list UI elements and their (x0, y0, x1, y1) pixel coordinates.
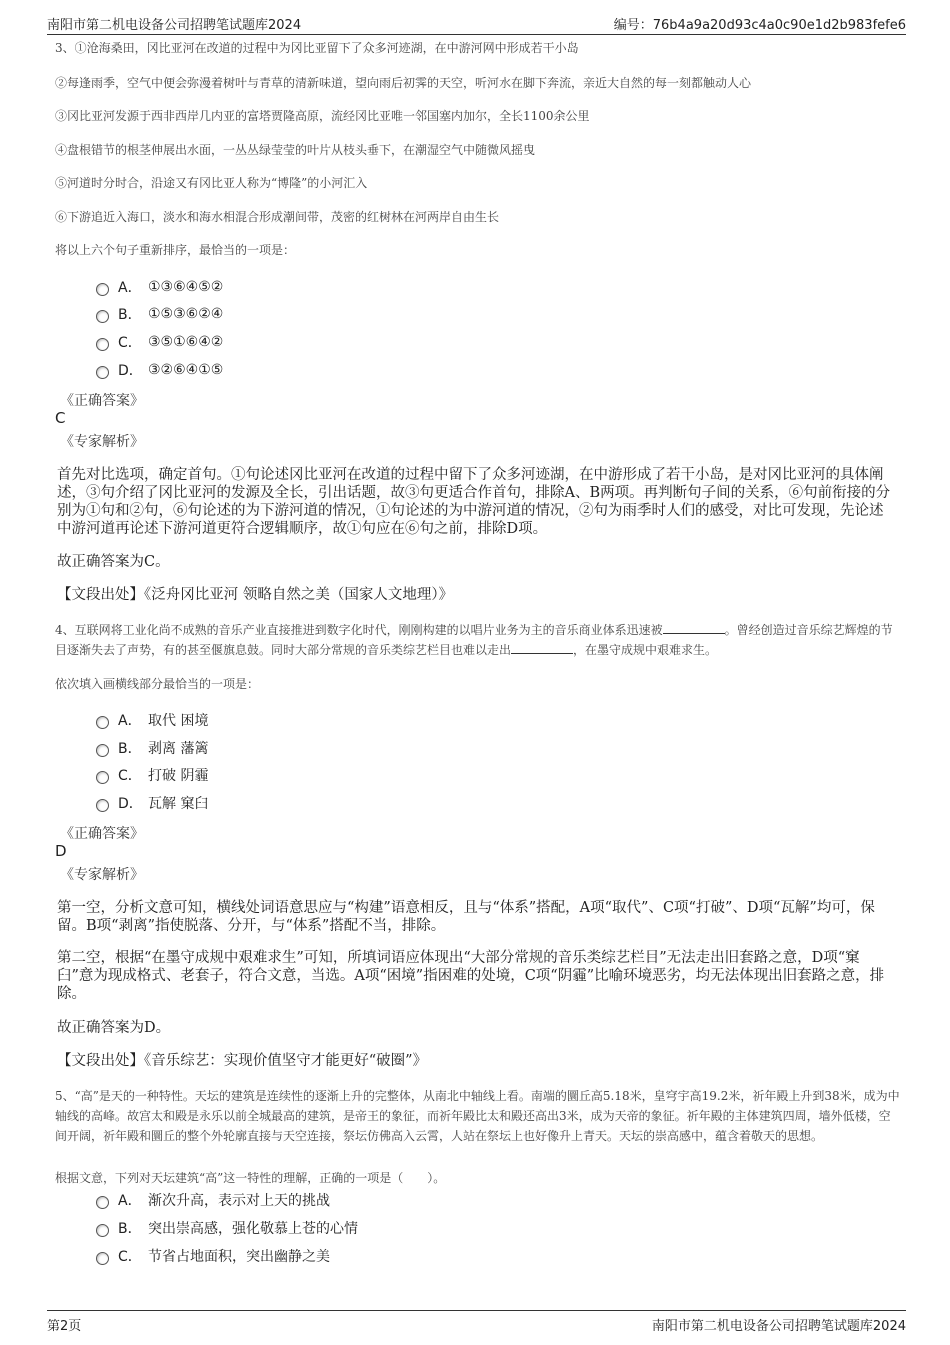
q3-sentence-1: 3、①沧海桑田，冈比亚河在改道的过程中为冈比亚留下了众多河迹湖，在中游河网中形成若干小岛 (55, 41, 579, 55)
q4-conclusion: 故正确答案为D。 (57, 1020, 171, 1036)
q3-answer: C (55, 409, 66, 427)
option-letter: C． (118, 768, 142, 784)
radio-icon[interactable] (96, 771, 109, 784)
q5-option-a[interactable] (96, 1190, 330, 1210)
radio-icon[interactable] (96, 283, 109, 296)
option-text: 突出崇高感，强化敬慕上苍的心情 (148, 1221, 358, 1237)
q3-sentence-2: ②每逢雨季，空气中便会弥漫着树叶与青草的清新味道，望向雨后初霁的天空，听河水在脚下奔流，亲近大自然的每一刻都触动人心 (55, 76, 752, 90)
radio-icon[interactable] (96, 716, 109, 729)
q3-analysis-paragraph: 首先对比选项，确定首句。①句论述冈比亚河在改道的过程中留下了众多河迹湖，在中游形成了若干小岛，是对冈比亚河的具体阐述，③句介绍了冈比亚河的发源及全长，引出话题，故③句更适合作首句，排除A、B两项。再判断句子间的关系，⑥句前衔接的分别为①句和②句，⑥句论述的为下游河道的情况，①句论述的为中游河道的情况，②句为雨季时人们的感受，对比可发现，先论述中游河道再论述下游河道更符合逻辑顺序，故①句应在⑥句之前，排除D项。 (57, 467, 891, 537)
radio-icon[interactable] (96, 1196, 109, 1209)
q3-sentence-5: ⑤河道时分时合，沿途又有冈比亚人称为“博隆”的小河汇入 (55, 176, 368, 190)
option-text: 打破 阴霾 (148, 768, 209, 784)
option-text: 渐次升高，表示对上天的挑战 (148, 1193, 330, 1209)
option-letter: A． (118, 1193, 142, 1209)
option-letter: D． (118, 796, 143, 812)
q4-stem-part-2: 。曾经创造过音乐综艺辉煌的节目逐渐失去了声势，有的甚至偃旗息鼓。同时大部分常规的音乐类综艺栏目也难以走出 (55, 623, 893, 657)
option-letter: B． (118, 1221, 142, 1237)
q3-option-d[interactable] (96, 360, 223, 380)
q4-analysis-paragraph-1: 第一空，分析文意可知，横线处词语意思应与“构建”语意相反，且与“体系”搭配，A项“取代”、C项“打破”、D项“瓦解”均可，保留。B项“剥离”指使脱落、分开，与“体系”搭配不当，排除。 (57, 900, 875, 934)
q3-conclusion: 故正确答案为C。 (57, 554, 170, 570)
footer-page-number: 第2页 (47, 1319, 82, 1334)
option-text: 剥离 藩篱 (148, 741, 209, 757)
q5-option-c[interactable] (96, 1246, 330, 1266)
radio-icon[interactable] (96, 799, 109, 812)
option-letter: B． (118, 741, 142, 757)
option-text: 取代 困境 (148, 713, 209, 729)
q4-option-a[interactable] (96, 710, 208, 730)
q4-analysis-paragraph-2: 第二空，根据“在墨守成规中艰难求生”可知，所填词语应体现出“大部分常规的音乐类综艺栏目”无法走出旧套路之意，D项“窠臼”意为现成格式、老套子，符合文意，当选。A项“困境”指困难的处境，C项“阴霾”比喻环境恶劣，均无法体现出旧套路之意，排除。 (57, 950, 885, 1002)
q3-option-a[interactable] (96, 277, 223, 297)
option-letter: C． (118, 1249, 142, 1265)
q4-stem (55, 620, 900, 660)
q4-analysis-label: 《专家解析》 (60, 867, 144, 883)
q4-answer: D (55, 842, 67, 860)
header-title: 南阳市第二机电设备公司招聘笔试题库2024 (47, 18, 302, 33)
q3-analysis-label: 《专家解析》 (60, 434, 144, 450)
option-text: ①③⑥④⑤② (148, 279, 224, 295)
q4-stem-part-1: 4、互联网将工业化尚不成熟的音乐产业直接推进到数字化时代，刚刚构建的以唱片业务为主的音乐商业体系迅速被 (55, 623, 663, 637)
header-code-label: 编号： (613, 18, 653, 33)
q4-source: 【文段出处】《音乐综艺：实现价值坚守才能更好“破圈”》 (57, 1053, 428, 1069)
footer-title: 南阳市第二机电设备公司招聘笔试题库2024 (651, 1319, 906, 1334)
q3-option-b[interactable] (96, 304, 223, 324)
radio-icon[interactable] (96, 338, 109, 351)
page-footer (47, 1310, 906, 1333)
option-letter: B． (118, 307, 142, 323)
q3-sentence-3: ③冈比亚河发源于西非西岸几内亚的富塔贾隆高原，流经冈比亚唯一邻国塞内加尔，全长1100余公里 (55, 109, 590, 123)
option-text: 瓦解 窠臼 (148, 796, 209, 812)
q3-source: 【文段出处】《泛舟冈比亚河 领略自然之美（国家人文地理）》 (57, 587, 454, 603)
radio-icon[interactable] (96, 744, 109, 757)
q3-sentence-4: ④盘根错节的根茎伸展出水面，一丛丛绿莹莹的叶片从枝头垂下，在潮湿空气中随微风摇曳 (55, 143, 536, 157)
option-letter: A． (118, 280, 142, 296)
option-text: 节省占地面积，突出幽静之美 (148, 1249, 330, 1265)
radio-icon[interactable] (96, 310, 109, 323)
q5-option-b[interactable] (96, 1218, 358, 1238)
q4-answer-label: 《正确答案》 (60, 826, 144, 842)
option-text: ③②⑥④①⑤ (148, 362, 224, 378)
option-letter: A． (118, 713, 142, 729)
q4-option-b[interactable] (96, 738, 208, 758)
option-letter: C． (118, 335, 142, 351)
q4-prompt: 依次填入画横线部分最恰当的一项是： (55, 677, 260, 691)
q4-option-c[interactable] (96, 765, 208, 785)
q3-answer-label: 《正确答案》 (60, 393, 144, 409)
header-code (614, 14, 906, 33)
radio-icon[interactable] (96, 1252, 109, 1265)
q5-prompt: 根据文意，下列对天坛建筑“高”这一特性的理解，正确的一项是（ ）。 (55, 1171, 446, 1185)
q5-stem: 5、“高”是天的一种特性。天坛的建筑是连续性的逐渐上升的完整体，从南北中轴线上看。南端的圜丘高5.18米，皇穹宇高19.2米，祈年殿上升到38米，成为中轴线的高峰。故宫太和殿是永乐以前全城最高的建筑，是帝王的象征，而祈年殿比太和殿还高出3米，成为天帝的象征。祈年殿的主体建筑四周，墙外低楼，空间开阔，祈年殿和圜丘的整个外轮廓直接与天空连接，祭坛仿佛高入云霄，人站在祭坛上也好像升上青天。天坛的崇高感中，蕴含着敬天的思想。 (55, 1089, 900, 1143)
q3-prompt: 将以上六个句子重新排序，最恰当的一项是： (55, 243, 296, 257)
header-code-value: 76b4a9a20d93c4a0c90e1d2b983fefe6 (652, 18, 906, 33)
fill-blank-2 (511, 641, 573, 654)
q3-option-c[interactable] (96, 332, 223, 352)
fill-blank-1 (663, 621, 725, 634)
q4-stem-part-3: ，在墨守成规中艰难求生。 (573, 643, 718, 657)
q4-option-d[interactable] (96, 793, 208, 813)
q3-sentence-6: ⑥下游追近入海口，淡水和海水相混合形成潮间带，茂密的红树林在河两岸自由生长 (55, 210, 500, 224)
option-text: ①⑤③⑥②④ (148, 306, 224, 322)
option-text: ③⑤①⑥④② (148, 334, 224, 350)
option-letter: D． (118, 363, 143, 379)
page-header (47, 12, 906, 35)
radio-icon[interactable] (96, 1224, 109, 1237)
radio-icon[interactable] (96, 366, 109, 379)
